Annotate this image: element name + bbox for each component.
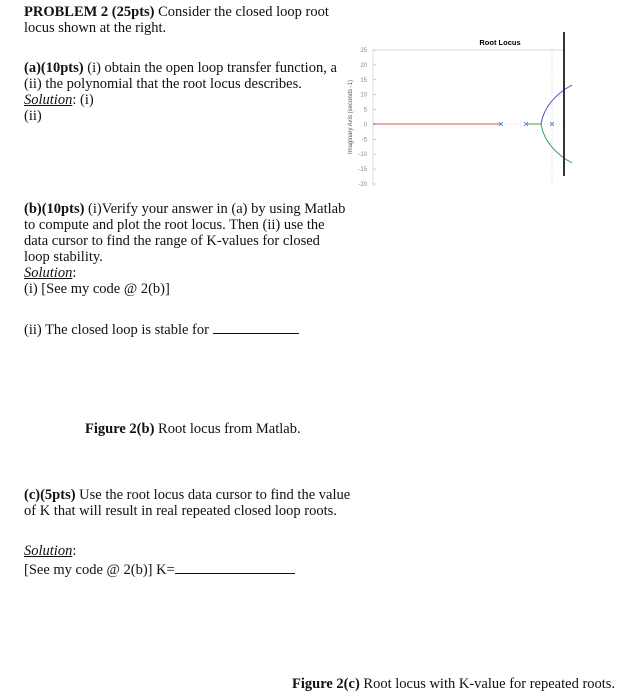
- y-tick-label: 20: [360, 62, 367, 69]
- part-b-line2: to compute and plot the root locus. Then (ii) use the: [24, 217, 325, 233]
- y-tick-label: 0: [363, 122, 367, 129]
- problem-intro: locus shown at the right.: [24, 20, 167, 36]
- part-a-ii: (ii): [24, 108, 42, 124]
- y-tick-label: 5: [363, 107, 367, 114]
- y-tick-label: 15: [360, 77, 367, 84]
- part-c-line1: (c)(5pts) Use the root locus data cursor to find the value: [24, 487, 351, 503]
- problem-heading: PROBLEM 2 (25pts) Consider the closed loop root: [24, 4, 329, 20]
- part-a-line1: (a)(10pts) (i) obtain the open loop transfer function, a: [24, 60, 337, 76]
- part-b-line3: data cursor to find the range of K-values for closed: [24, 233, 320, 249]
- part-b-solution: Solution:: [24, 265, 77, 281]
- pole-markers: [499, 122, 554, 126]
- part-a-line2: (ii) the polynomial that the root locus describes.: [24, 76, 302, 92]
- figure-2b-caption: Figure 2(b) Root locus from Matlab.: [85, 421, 301, 437]
- y-tick-label: -10: [358, 152, 367, 159]
- part-c-solution: Solution:: [24, 543, 77, 559]
- locus-branch-green: [541, 124, 572, 163]
- k-value-blank[interactable]: [175, 561, 295, 574]
- part-b-line1: (b)(10pts) (i)Verify your answer in (a) by using Matlab: [24, 201, 346, 217]
- stable-range-blank[interactable]: [213, 321, 299, 334]
- y-tick-label: -20: [358, 182, 367, 188]
- y-tick-label: -15: [358, 167, 367, 174]
- y-axis-label: Imaginary Axis (seconds -1): [348, 79, 354, 155]
- part-b-stable: (ii) The closed loop is stable for: [24, 321, 299, 338]
- figure-2c-caption: Figure 2(c) Root locus with K-value for repeated roots.: [292, 676, 616, 692]
- locus-branch-blue: [541, 85, 572, 124]
- chart-title: Root Locus: [479, 38, 521, 47]
- part-b-line4: loop stability.: [24, 249, 103, 265]
- part-b-code-ref: (i) [See my code @ 2(b)]: [24, 281, 170, 297]
- part-c-code-ref: [See my code @ 2(b)] K=: [24, 561, 295, 578]
- y-tick-label: -5: [361, 137, 367, 144]
- y-tick-label: 10: [360, 92, 367, 99]
- part-a-solution: Solution: (i): [24, 92, 94, 108]
- part-c-line2: of K that will result in real repeated closed loop roots.: [24, 503, 337, 519]
- y-tick-label: 25: [360, 48, 367, 54]
